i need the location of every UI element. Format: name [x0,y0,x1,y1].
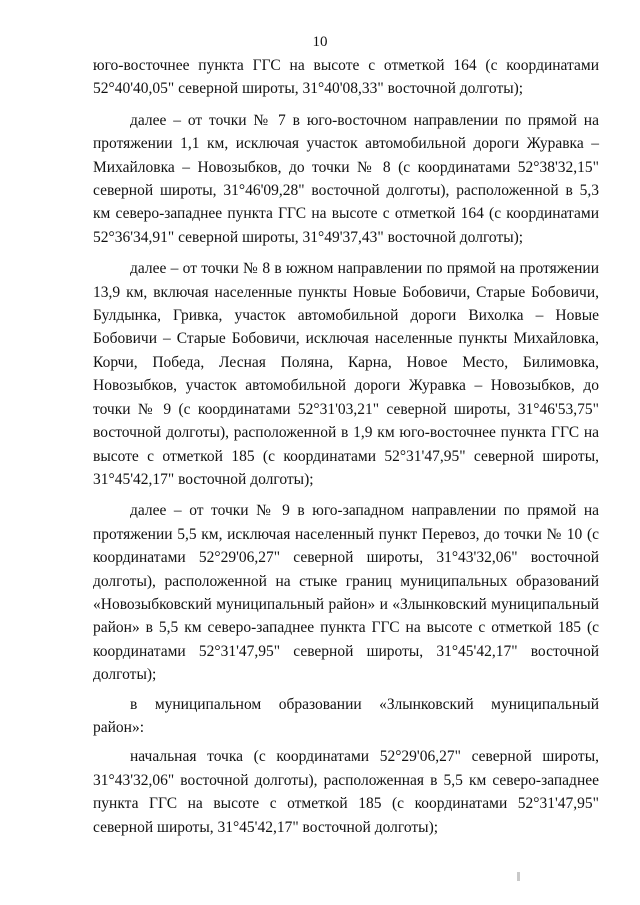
paragraph-point-8-to-9: далее – от точки № 8 в южном направлении по прямой на протяжении 13,9 км, включая населенные пункты Новые Бобовичи, Старые Бобовичи, Булдынка, Гривка, участок автомобильной дороги Вихолка – Новые Бобовичи – Старые Бобовичи, исключая населенные пункты Михайловка, Корчи, Победа, Лесная Поляна, Карна, Новое Место, Билимовка, Новозыбков, участок автомобильной дороги Журавка – Новозыбков, до точки № 9 (с координатами 52°31'03,21" северной широты, 31°46'53,75" восточной долготы), расположенной в 1,9 км юго-восточнее пункта ГГС на высоте с отметкой 185 (с координатами 52°31'47,95" северной широты, 31°45'42,17" восточной долготы); [93,260,599,488]
scan-artifact [517,872,520,881]
paragraph-start-point: начальная точка (с координатами 52°29'06,27" северной широты, 31°43'32,06" восточной долготы), расположенная в 5,5 км северо-западнее пункта ГГС на высоте с отметкой 185 (с координатами 52°31'47,95" северной широты, 31°45'42,17" восточной долготы); [93,748,599,836]
document-body [93,54,599,839]
paragraph-continuation: юго-восточнее пункта ГГС на высоте с отметкой 164 (с координатами 52°40'40,05" северной широты, 31°40'08,33" восточной долготы); [93,57,599,98]
paragraph-point-9-to-10: далее – от точки № 9 в юго-западном направлении по прямой на протяжении 5,5 км, исключая населенный пункт Перевоз, до точки № 10 (с координатами 52°29'06,27" северной широты, 31°43'32,06" восточной долготы), расположенной на стыке границ муниципальных образований «Новозыбковский муниципальный район» и «Злынковский муниципальный район» в 5,5 км северо-западнее пункта ГГС на высоте с отметкой 185 (с координатами 52°31'47,95" северной широты, 31°45'42,17" восточной долготы); [93,502,599,684]
section-heading-zlynkovsky: в муниципальном образовании «Злынковский муниципальный район»: [93,695,599,736]
page-number: 10 [312,34,328,50]
paragraph-point-7-to-8: далее – от точки № 7 в юго-восточном направлении по прямой на протяжении 1,1 км, исключая участок автомобильной дороги Журавка – Михайловка – Новозыбков, до точки № 8 (с координатами 52°38'32,15" северной широты, 31°46'09,28" восточной долготы), расположенной в 5,3 км северо-западнее пункта ГГС на высоте с отметкой 164 (с координатами 52°36'34,91" северной широты, 31°49'37,43" восточной долготы); [93,111,599,246]
